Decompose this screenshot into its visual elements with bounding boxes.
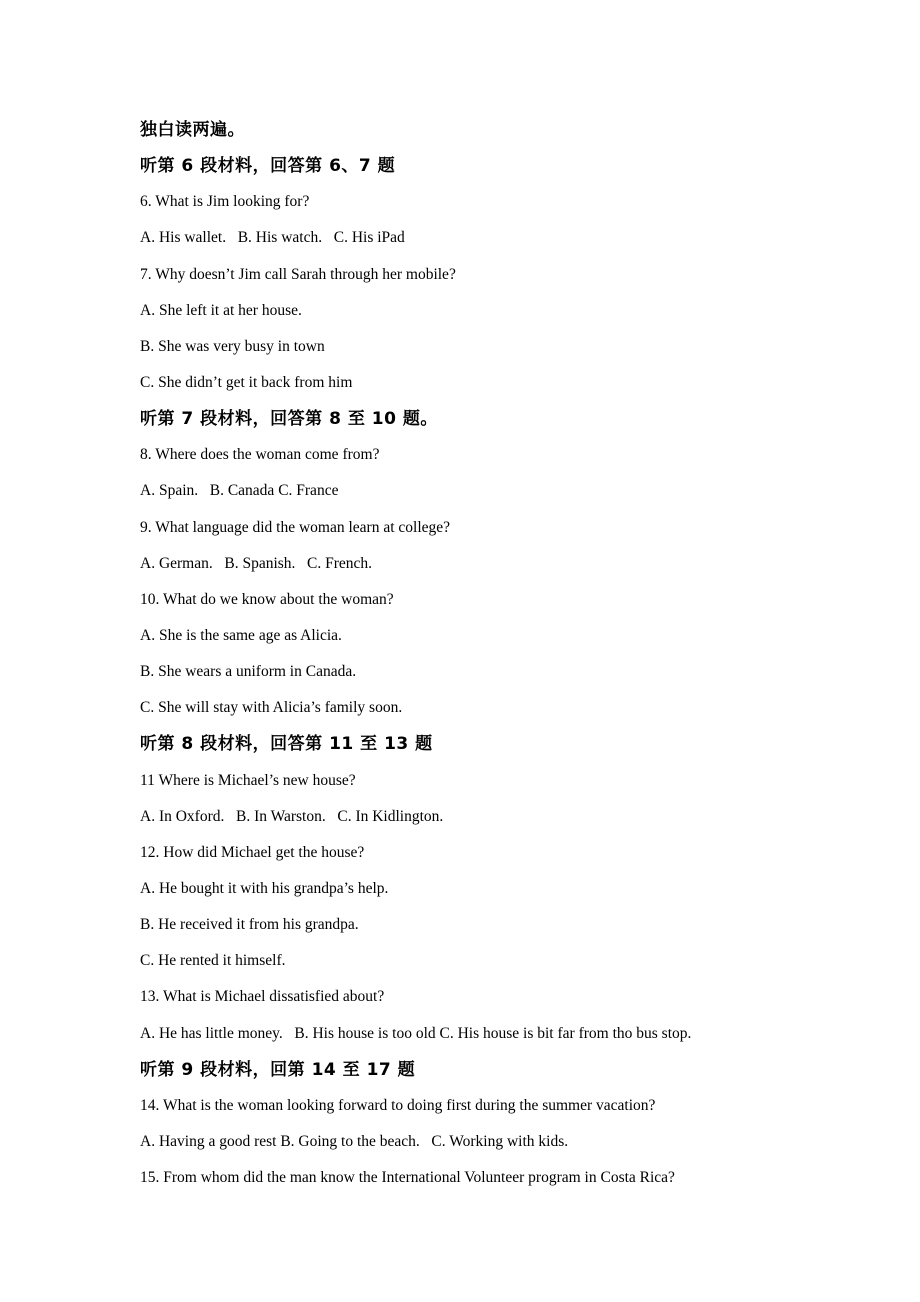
question-8: 8. Where does the woman come from? (140, 446, 380, 464)
options-9: A. German. B. Spanish. C. French. (140, 554, 373, 572)
option-12b: B. He received it from his grandpa. (140, 916, 359, 934)
option-12a: A. He bought it with his grandpa’s help. (140, 879, 389, 897)
options-8: A. Spain. B. Canada C. France (140, 482, 339, 500)
option-7a: A. She left it at her house. (140, 301, 302, 319)
question-11: 11 Where is Michael’s new house? (140, 771, 356, 789)
exam-page (140, 117, 860, 1201)
options-6: A. His wallet. B. His watch. C. His iPad (140, 229, 405, 247)
option-12c: C. He rented it himself. (140, 952, 286, 970)
question-15: 15. From whom did the man know the International Volunteer program in Costa Rica? (140, 1169, 675, 1187)
question-13: 13. What is Michael dissatisfied about? (140, 988, 385, 1006)
option-10b: B. She wears a uniform in Canada. (140, 663, 357, 681)
section-heading-7: 听第 7 段材料，回答第 8 至 10 题。 (140, 409, 438, 430)
options-13: A. He has little money. B. His house is too old C. His house is bit far from tho bus stop. (140, 1024, 692, 1042)
question-9: 9. What language did the woman learn at college? (140, 518, 451, 536)
option-10c: C. She will stay with Alicia’s family soon. (140, 699, 403, 717)
question-7: 7. Why doesn’t Jim call Sarah through her mobile? (140, 265, 456, 283)
instruction-heading: 独白读两遍。 (140, 120, 245, 140)
options-14: A. Having a good rest B. Going to the beach. C. Working with kids. (140, 1132, 569, 1150)
question-6: 6. What is Jim looking for? (140, 193, 310, 211)
option-7c: C. She didn’t get it back from him (140, 373, 353, 391)
question-14: 14. What is the woman looking forward to doing first during the summer vacation? (140, 1096, 656, 1114)
section-heading-8: 听第 8 段材料，回答第 11 至 13 题 (140, 734, 433, 755)
option-7b: B. She was very busy in town (140, 337, 325, 355)
section-heading-9: 听第 9 段材料，回第 14 至 17 题 (140, 1059, 416, 1080)
question-12: 12. How did Michael get the house? (140, 843, 365, 861)
question-10: 10. What do we know about the woman? (140, 590, 394, 608)
section-heading-6: 听第 6 段材料，回答第 6、7 题 (140, 156, 396, 177)
options-11: A. In Oxford. B. In Warston. C. In Kidlington. (140, 807, 444, 825)
option-10a: A. She is the same age as Alicia. (140, 626, 342, 644)
